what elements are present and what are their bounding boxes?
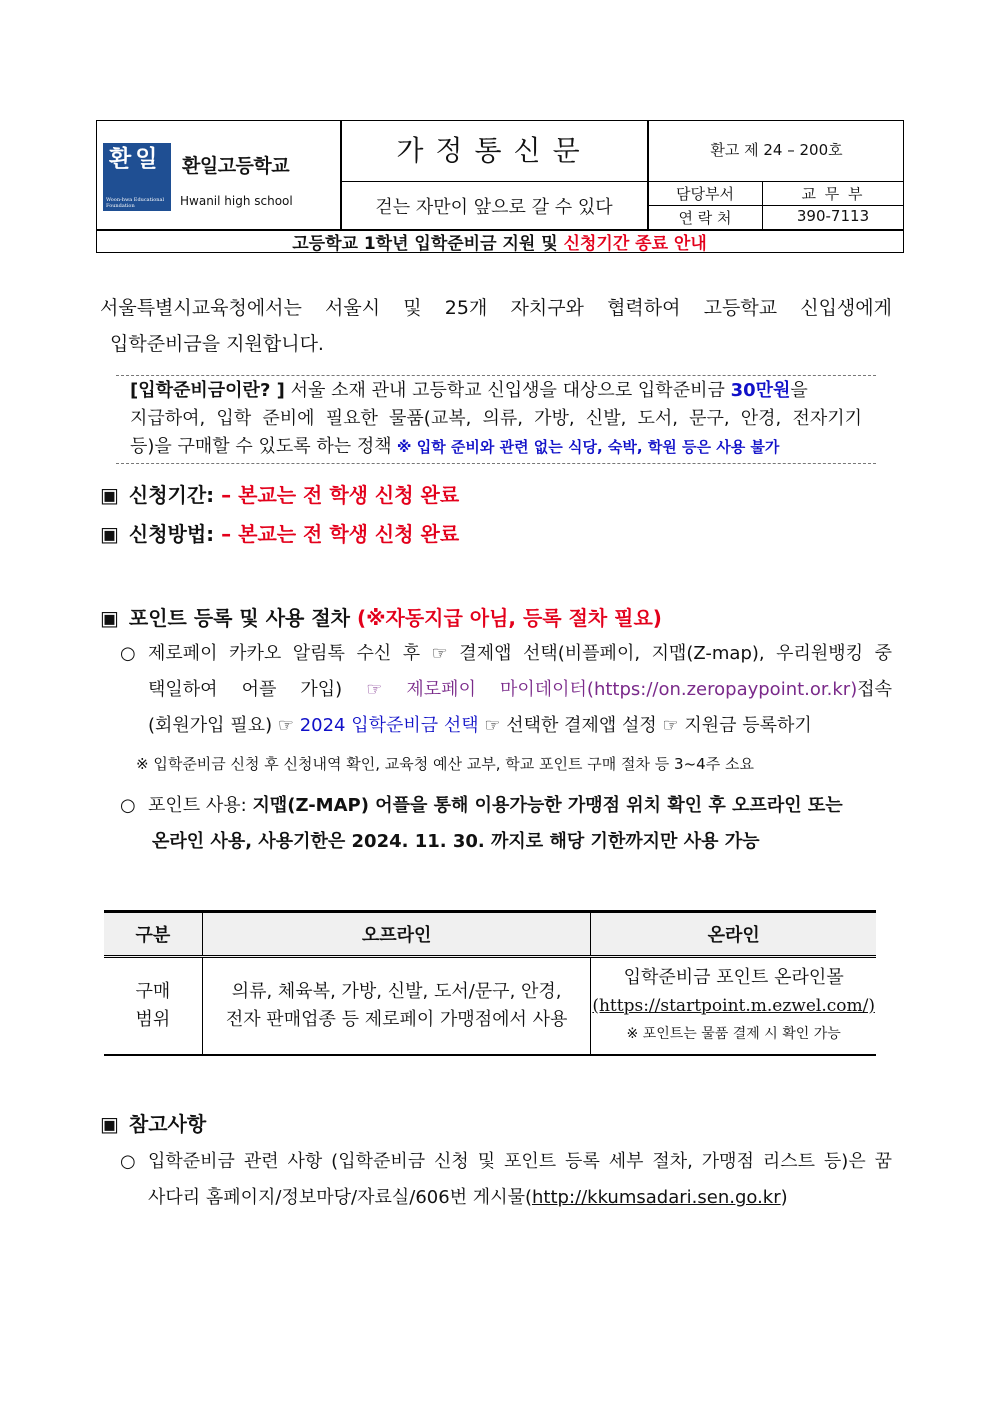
- logo-text: 환일: [109, 146, 162, 172]
- use-line-1: [148, 788, 892, 824]
- use-text: 지맵(Z-MAP) 어플을 통해 이용가능한 가맹점 위치 확인 후 오프라인 또는: [252, 795, 843, 816]
- divider: [647, 205, 903, 206]
- online-note: ※ 포인트는 물품 결제 시 확인 가능: [626, 1026, 841, 1042]
- section-method: [100, 518, 459, 547]
- zeropay-link[interactable]: ☞ 제로페이 마이데이터(https://on.zeropaypoint.or.kr): [366, 679, 858, 700]
- section-points: [100, 602, 662, 631]
- banner-text: 고등학교 1학년 입학준비금 지원 및: [292, 234, 564, 254]
- reference-text: 사다리 홈페이지/정보마당/자료실/606번 게시물(: [148, 1187, 532, 1208]
- section-marker-icon: ▣: [100, 522, 119, 546]
- contact-label: 연 락 처: [678, 209, 732, 227]
- amount: 30만원: [730, 380, 791, 401]
- section-period: [100, 479, 459, 508]
- school-name: 환일고등학교: [182, 155, 290, 177]
- banner-highlight: 신청기간 종료 안내: [563, 234, 707, 254]
- notice-banner: [97, 229, 902, 254]
- reference-bullet: ○: [120, 1151, 136, 1172]
- offline-text: 전자 판매업종 등 제로페이 가맹점에서 사용: [225, 1009, 568, 1030]
- definition-label: [입학준비금이란? ]: [130, 380, 285, 401]
- school-logo: [103, 143, 171, 211]
- school-name-en: Hwanil high school: [180, 194, 293, 208]
- doc-title: 가정통신문: [396, 134, 592, 167]
- row-label-text: 범위: [135, 1009, 171, 1030]
- procedure-highlight: 2024 입학준비금 선택: [299, 715, 479, 736]
- kkumsadari-link[interactable]: http://kkumsadari.sen.go.kr: [532, 1187, 781, 1208]
- row-label-text: 구매: [135, 981, 171, 1002]
- offline-cell: [202, 957, 590, 1056]
- online-cell: [591, 957, 876, 1056]
- issue-number: 환고 제 24 – 200호: [710, 141, 843, 159]
- purchase-scope-table: [104, 910, 876, 1056]
- section-value: – 본교는 전 학생 신청 완료: [221, 483, 460, 507]
- section-value: – 본교는 전 학생 신청 완료: [221, 522, 460, 546]
- contact-value: 390-7113: [796, 207, 870, 225]
- online-text: 입학준비금 포인트 온라인몰: [623, 967, 844, 988]
- section-label: 포인트 등록 및 사용 절차: [128, 606, 350, 630]
- row-label: [104, 957, 202, 1056]
- section-label: 참고사항: [128, 1112, 207, 1136]
- definition-note: ※ 입학 준비와 관련 없는 식당, 숙박, 학원 등은 사용 불가: [391, 438, 780, 456]
- use-bullet: ○: [120, 795, 136, 816]
- dept-label: 담당부서: [676, 185, 734, 203]
- dept-value: 교 무 부: [801, 185, 865, 203]
- use-label: 포인트 사용:: [148, 795, 253, 816]
- online-mall-link[interactable]: (https://startpoint.m.ezwel.com/): [592, 996, 875, 1016]
- procedure-text: (회원가입 필요) ☞: [148, 715, 300, 736]
- definition-text: 을: [790, 380, 808, 401]
- procedure-note: ※ 입학준비금 신청 후 신청내역 확인, 교육청 예산 교부, 학교 포인트 구매 절차 등 3~4주 소요: [136, 755, 754, 773]
- definition-line-2: 지급하여, 입학 준비에 필요한 물품(교복, 의류, 가방, 신발, 도서, 문구, 안경, 전자기기: [130, 408, 862, 429]
- table-header: 온라인: [591, 912, 876, 957]
- divider: [340, 181, 903, 182]
- section-note: (※자동지급 아님, 등록 절차 필요): [356, 606, 662, 630]
- section-label: 신청기간:: [128, 483, 215, 507]
- intro-line-1: 서울특별시교육청에서는 서울시 및 25개 자치구와 협력하여 고등학교 신입생에게: [100, 297, 892, 319]
- section-reference: [100, 1108, 206, 1137]
- intro-line-2: 입학준비금을 지원합니다.: [110, 333, 324, 355]
- table-header: 오프라인: [202, 912, 590, 957]
- definition-text: 서울 소재 관내 고등학교 신입생을 대상으로 입학준비금: [284, 380, 731, 401]
- school-motto: 걷는 자만이 앞으로 갈 수 있다: [375, 197, 613, 218]
- procedure-bullet: ○: [120, 643, 136, 664]
- table-header-row: [104, 912, 876, 957]
- definition-box: [116, 375, 876, 464]
- procedure-text: 택일하여 어플 가입): [148, 679, 367, 700]
- section-label: 신청방법:: [128, 522, 215, 546]
- logo-sub: Woon-hwa Educational Foundation: [106, 197, 165, 209]
- header-table: [96, 120, 904, 253]
- use-line-2: 온라인 사용, 사용기한은 2024. 11. 30. 까지로 해당 기한까지만 사용 가능: [152, 831, 760, 852]
- reference-text: ): [780, 1187, 788, 1208]
- definition-line-3: [130, 433, 779, 461]
- definition-text: 등)을 구매할 수 있도록 하는 정책: [130, 436, 392, 457]
- offline-text: 의류, 체육복, 가방, 신발, 도서/문구, 안경,: [231, 981, 562, 1002]
- procedure-line-1: 제로페이 카카오 알림톡 수신 후 ☞ 결제앱 선택(비플페이, 지맵(Z-map), 우리원뱅킹 중: [148, 643, 892, 664]
- section-marker-icon: ▣: [100, 1112, 119, 1136]
- procedure-line-2: [148, 672, 892, 708]
- table-header: 구분: [104, 912, 202, 957]
- procedure-text: ☞ 선택한 결제앱 설정 ☞ 지원금 등록하기: [478, 715, 812, 736]
- table-row: [104, 957, 876, 1056]
- procedure-text: 접속: [857, 679, 892, 700]
- reference-line-1: 입학준비금 관련 사항 (입학준비금 신청 및 포인트 등록 세부 절차, 가맹점 리스트 등)은 꿈: [148, 1151, 892, 1172]
- section-marker-icon: ▣: [100, 483, 119, 507]
- section-marker-icon: ▣: [100, 606, 119, 630]
- definition-line-1: [130, 377, 862, 405]
- reference-line-2: [148, 1180, 788, 1216]
- procedure-line-3: [148, 708, 812, 744]
